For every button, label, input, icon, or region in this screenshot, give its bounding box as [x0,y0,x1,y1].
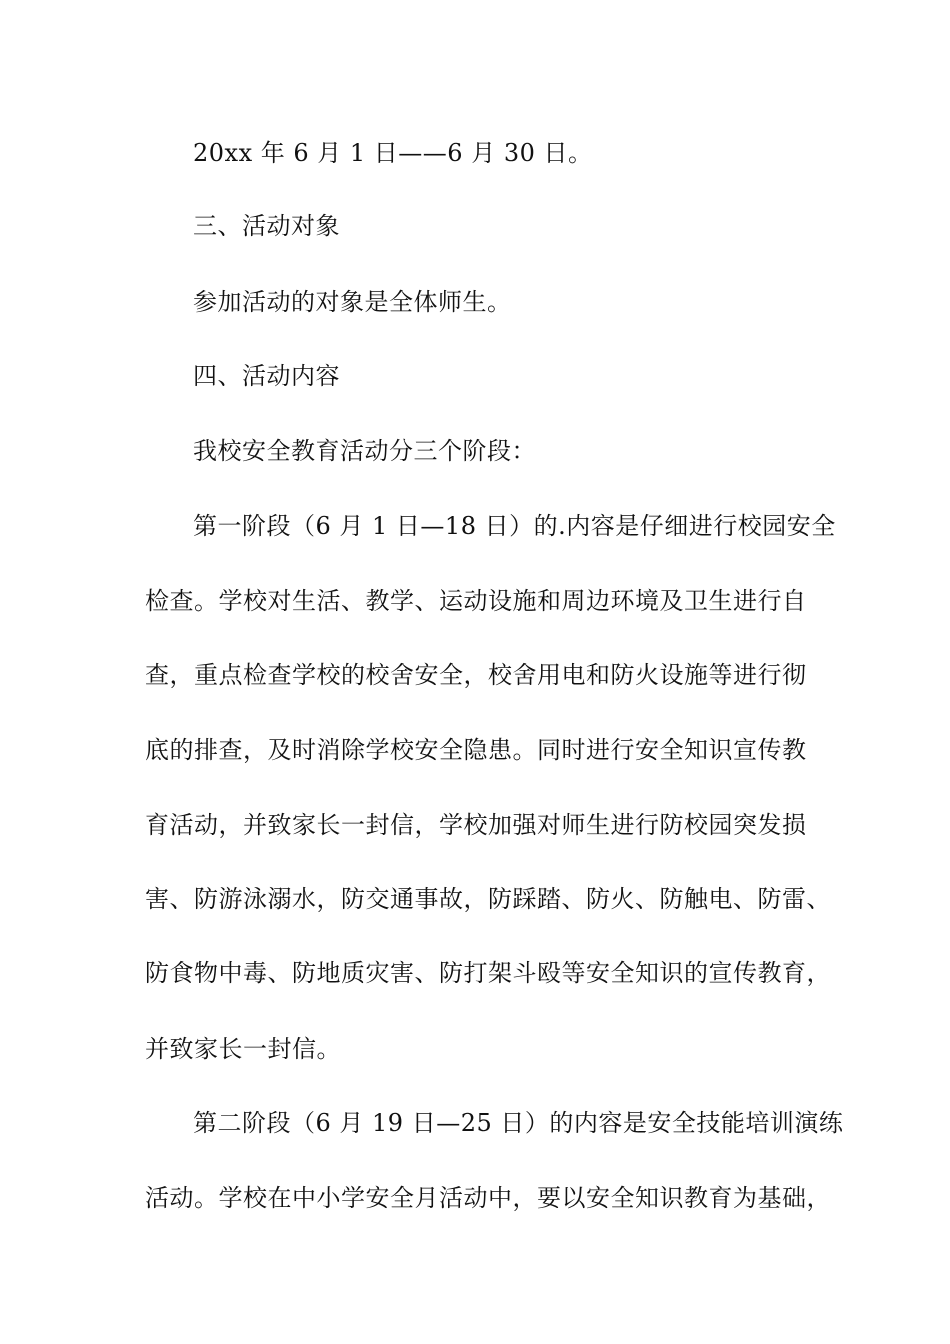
paragraph-stage-one-line-4: 底的排查，及时消除学校安全隐患。同时进行安全知识宣传教 [145,736,807,764]
heading-activity-content: 四、活动内容 [193,362,340,390]
paragraph-stage-two-line-1: 第二阶段（6 月 19 日—25 日）的内容是安全技能培训演练 [193,1109,844,1137]
paragraph-stage-one-line-1: 第一阶段（6 月 1 日—18 日）的.内容是仔细进行校园安全 [193,512,836,540]
paragraph-stage-one-line-7: 防食物中毒、防地质灾害、防打架斗殴等安全知识的宣传教育， [145,959,831,987]
heading-activity-target: 三、活动对象 [193,212,340,240]
paragraph-three-stages: 我校安全教育活动分三个阶段： [193,437,536,465]
paragraph-stage-one-line-2: 检查。学校对生活、教学、运动设施和周边环境及卫生进行自 [145,587,807,615]
paragraph-stage-one-line-3: 查，重点检查学校的校舍安全，校舍用电和防火设施等进行彻 [145,661,807,689]
paragraph-stage-one-line-5: 育活动，并致家长一封信，学校加强对师生进行防校园突发损 [145,811,807,839]
paragraph-date-range: 20xx 年 6 月 1 日——6 月 30 日。 [193,139,593,167]
paragraph-stage-one-line-8: 并致家长一封信。 [145,1035,341,1063]
paragraph-stage-two-line-2: 活动。学校在中小学安全月活动中，要以安全知识教育为基础， [145,1184,831,1212]
paragraph-activity-target: 参加活动的对象是全体师生。 [193,288,512,316]
paragraph-stage-one-line-6: 害、防游泳溺水，防交通事故，防踩踏、防火、防触电、防雷、 [145,885,831,913]
